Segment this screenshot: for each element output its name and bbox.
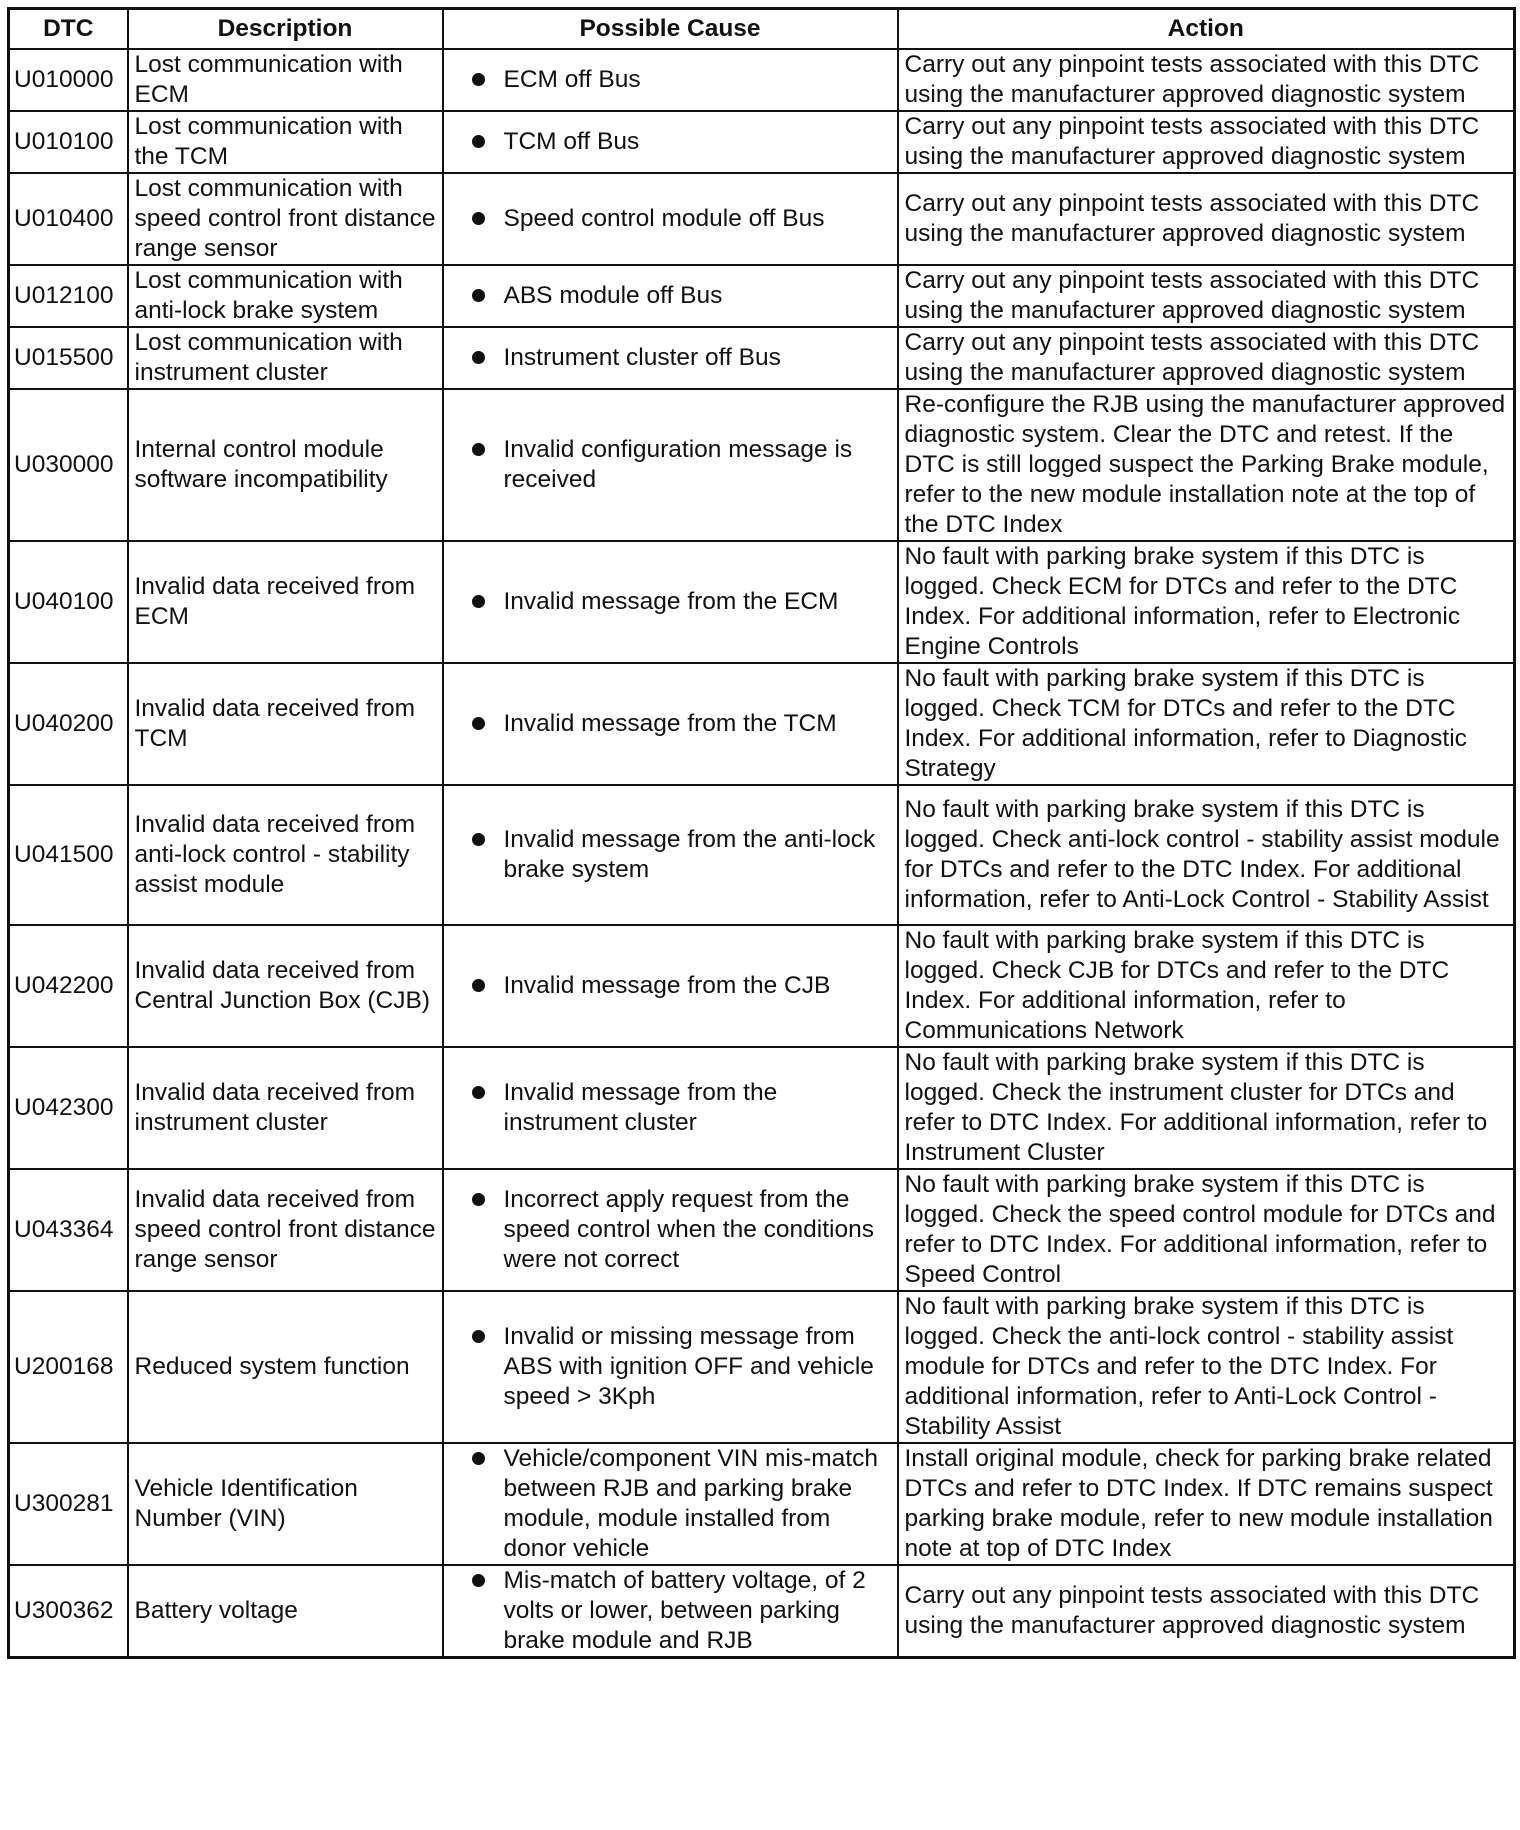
bullet-icon	[472, 1193, 485, 1206]
action-cell: Carry out any pinpoint tests associated with this DTC using the manufacturer approved diagnostic system	[898, 173, 1515, 265]
action-cell: No fault with parking brake system if this DTC is logged. Check ECM for DTCs and refer to the DTC Index. For additional information, refer to Electronic Engine Controls	[898, 541, 1515, 663]
possible-cause-cell	[443, 1047, 898, 1169]
description-cell: Reduced system function	[128, 1291, 443, 1443]
description-cell: Battery voltage	[128, 1565, 443, 1658]
dtc-code-cell: U040100	[9, 541, 128, 663]
possible-cause-cell	[443, 1443, 898, 1565]
cause-text: Incorrect apply request from the speed control when the conditions were not correct	[503, 1186, 874, 1273]
cause-bullet-item	[472, 204, 889, 234]
table-row	[9, 1169, 1515, 1291]
action-cell: Install original module, check for parking brake related DTCs and refer to DTC Index. If DTC remains suspect parking brake module, refer to new module installation note at top of DTC Index	[898, 1443, 1515, 1565]
dtc-code-cell: U012100	[9, 265, 128, 327]
possible-cause-cell	[443, 49, 898, 111]
table-row	[9, 925, 1515, 1047]
table-row	[9, 327, 1515, 389]
table-row	[9, 111, 1515, 173]
possible-cause-cell	[443, 785, 898, 925]
description-cell: Invalid data received from anti-lock control - stability assist module	[128, 785, 443, 925]
cause-text: ECM off Bus	[503, 66, 641, 93]
bullet-icon	[472, 979, 485, 992]
cause-bullet-item	[472, 1566, 889, 1656]
dtc-code-cell: U015500	[9, 327, 128, 389]
dtc-code-cell: U200168	[9, 1291, 128, 1443]
bullet-icon	[472, 289, 485, 302]
description-cell: Invalid data received from speed control front distance range sensor	[128, 1169, 443, 1291]
table-row	[9, 173, 1515, 265]
header-description: Description	[128, 9, 443, 50]
cause-bullet-item	[472, 343, 889, 373]
possible-cause-cell	[443, 1291, 898, 1443]
cause-bullet-item	[472, 1078, 889, 1138]
possible-cause-cell	[443, 663, 898, 785]
bullet-icon	[472, 833, 485, 846]
table-row	[9, 1047, 1515, 1169]
bullet-icon	[472, 717, 485, 730]
bullet-icon	[472, 212, 485, 225]
cause-text: Instrument cluster off Bus	[503, 344, 781, 371]
cause-text: Invalid or missing message from ABS with ignition OFF and vehicle speed > 3Kph	[503, 1323, 874, 1410]
description-cell: Invalid data received from instrument cluster	[128, 1047, 443, 1169]
cause-text: Invalid configuration message is received	[503, 436, 853, 493]
description-cell: Invalid data received from ECM	[128, 541, 443, 663]
dtc-code-cell: U042300	[9, 1047, 128, 1169]
bullet-icon	[472, 1574, 485, 1587]
cause-bullet-item	[472, 971, 889, 1001]
dtc-code-cell: U010400	[9, 173, 128, 265]
cause-text: Invalid message from the ECM	[503, 588, 839, 615]
header-dtc: DTC	[9, 9, 128, 50]
bullet-icon	[472, 443, 485, 456]
cause-text: Invalid message from the CJB	[503, 972, 831, 999]
cause-bullet-item	[472, 281, 889, 311]
cause-text: Vehicle/component VIN mis-match between RJB and parking brake module, module installed from donor vehicle	[503, 1445, 878, 1562]
bullet-icon	[472, 1452, 485, 1465]
cause-bullet-item	[472, 1322, 889, 1412]
description-cell: Lost communication with the TCM	[128, 111, 443, 173]
action-cell: No fault with parking brake system if this DTC is logged. Check the anti-lock control - stability assist module for DTCs and refer to the DTC Index. For additional information, refer to Anti-Lock Control - Stability Assist	[898, 1291, 1515, 1443]
cause-bullet-item	[472, 435, 889, 495]
description-cell: Lost communication with ECM	[128, 49, 443, 111]
dtc-code-cell: U300362	[9, 1565, 128, 1658]
dtc-code-cell: U040200	[9, 663, 128, 785]
dtc-code-cell: U010000	[9, 49, 128, 111]
dtc-code-cell: U030000	[9, 389, 128, 541]
action-cell: No fault with parking brake system if this DTC is logged. Check the instrument cluster for DTCs and refer to DTC Index. For additional information, refer to Instrument Cluster	[898, 1047, 1515, 1169]
action-cell: Carry out any pinpoint tests associated with this DTC using the manufacturer approved diagnostic system	[898, 49, 1515, 111]
action-cell: No fault with parking brake system if this DTC is logged. Check CJB for DTCs and refer to the DTC Index. For additional information, refer to Communications Network	[898, 925, 1515, 1047]
table-row	[9, 1565, 1515, 1658]
bullet-icon	[472, 1086, 485, 1099]
bullet-icon	[472, 351, 485, 364]
table-body	[9, 49, 1515, 1658]
cause-text: Speed control module off Bus	[503, 205, 825, 232]
possible-cause-cell	[443, 111, 898, 173]
dtc-code-cell: U042200	[9, 925, 128, 1047]
header-possible-cause: Possible Cause	[443, 9, 898, 50]
action-cell: Re-configure the RJB using the manufacturer approved diagnostic system. Clear the DTC and retest. If the DTC is still logged suspect the Parking Brake module, refer to the new module installation note at the top of the DTC Index	[898, 389, 1515, 541]
dtc-code-cell: U041500	[9, 785, 128, 925]
bullet-icon	[472, 1330, 485, 1343]
table-header-row	[9, 9, 1515, 50]
possible-cause-cell	[443, 173, 898, 265]
description-cell: Lost communication with instrument cluster	[128, 327, 443, 389]
cause-text: ABS module off Bus	[503, 282, 723, 309]
action-cell: Carry out any pinpoint tests associated with this DTC using the manufacturer approved diagnostic system	[898, 111, 1515, 173]
possible-cause-cell	[443, 1169, 898, 1291]
dtc-code-cell: U300281	[9, 1443, 128, 1565]
cause-text: TCM off Bus	[503, 128, 640, 155]
possible-cause-cell	[443, 1565, 898, 1658]
bullet-icon	[472, 595, 485, 608]
cause-bullet-item	[472, 127, 889, 157]
action-cell: No fault with parking brake system if this DTC is logged. Check TCM for DTCs and refer to the DTC Index. For additional information, refer to Diagnostic Strategy	[898, 663, 1515, 785]
dtc-code-cell: U010100	[9, 111, 128, 173]
table-row	[9, 1291, 1515, 1443]
cause-text: Invalid message from the anti-lock brake system	[503, 826, 876, 883]
table-row	[9, 785, 1515, 925]
table-row	[9, 265, 1515, 327]
cause-text: Invalid message from the instrument cluster	[503, 1079, 778, 1136]
cause-bullet-item	[472, 825, 889, 885]
cause-bullet-item	[472, 1185, 889, 1275]
cause-bullet-item	[472, 1444, 889, 1564]
description-cell: Invalid data received from Central Junction Box (CJB)	[128, 925, 443, 1047]
possible-cause-cell	[443, 541, 898, 663]
cause-text: Mis-match of battery voltage, of 2 volts or lower, between parking brake module and RJB	[503, 1567, 866, 1654]
possible-cause-cell	[443, 327, 898, 389]
action-cell: Carry out any pinpoint tests associated with this DTC using the manufacturer approved diagnostic system	[898, 265, 1515, 327]
bullet-icon	[472, 135, 485, 148]
cause-text: Invalid message from the TCM	[503, 710, 837, 737]
action-cell: Carry out any pinpoint tests associated with this DTC using the manufacturer approved diagnostic system	[898, 327, 1515, 389]
header-action: Action	[898, 9, 1515, 50]
table-row	[9, 389, 1515, 541]
description-cell: Lost communication with speed control front distance range sensor	[128, 173, 443, 265]
bullet-icon	[472, 73, 485, 86]
possible-cause-cell	[443, 265, 898, 327]
table-row	[9, 541, 1515, 663]
action-cell: Carry out any pinpoint tests associated with this DTC using the manufacturer approved diagnostic system	[898, 1565, 1515, 1658]
table-row	[9, 49, 1515, 111]
action-cell: No fault with parking brake system if this DTC is logged. Check the speed control module for DTCs and refer to DTC Index. For additional information, refer to Speed Control	[898, 1169, 1515, 1291]
table-row	[9, 1443, 1515, 1565]
description-cell: Invalid data received from TCM	[128, 663, 443, 785]
cause-bullet-item	[472, 709, 889, 739]
action-cell: No fault with parking brake system if this DTC is logged. Check anti-lock control - stability assist module for DTCs and refer to the DTC Index. For additional information, refer to Anti-Lock Control - Stability Assist	[898, 785, 1515, 925]
dtc-table	[7, 7, 1516, 1659]
cause-bullet-item	[472, 587, 889, 617]
description-cell: Lost communication with anti-lock brake system	[128, 265, 443, 327]
table-row	[9, 663, 1515, 785]
dtc-code-cell: U043364	[9, 1169, 128, 1291]
cause-bullet-item	[472, 65, 889, 95]
possible-cause-cell	[443, 389, 898, 541]
description-cell: Vehicle Identification Number (VIN)	[128, 1443, 443, 1565]
description-cell: Internal control module software incompatibility	[128, 389, 443, 541]
possible-cause-cell	[443, 925, 898, 1047]
